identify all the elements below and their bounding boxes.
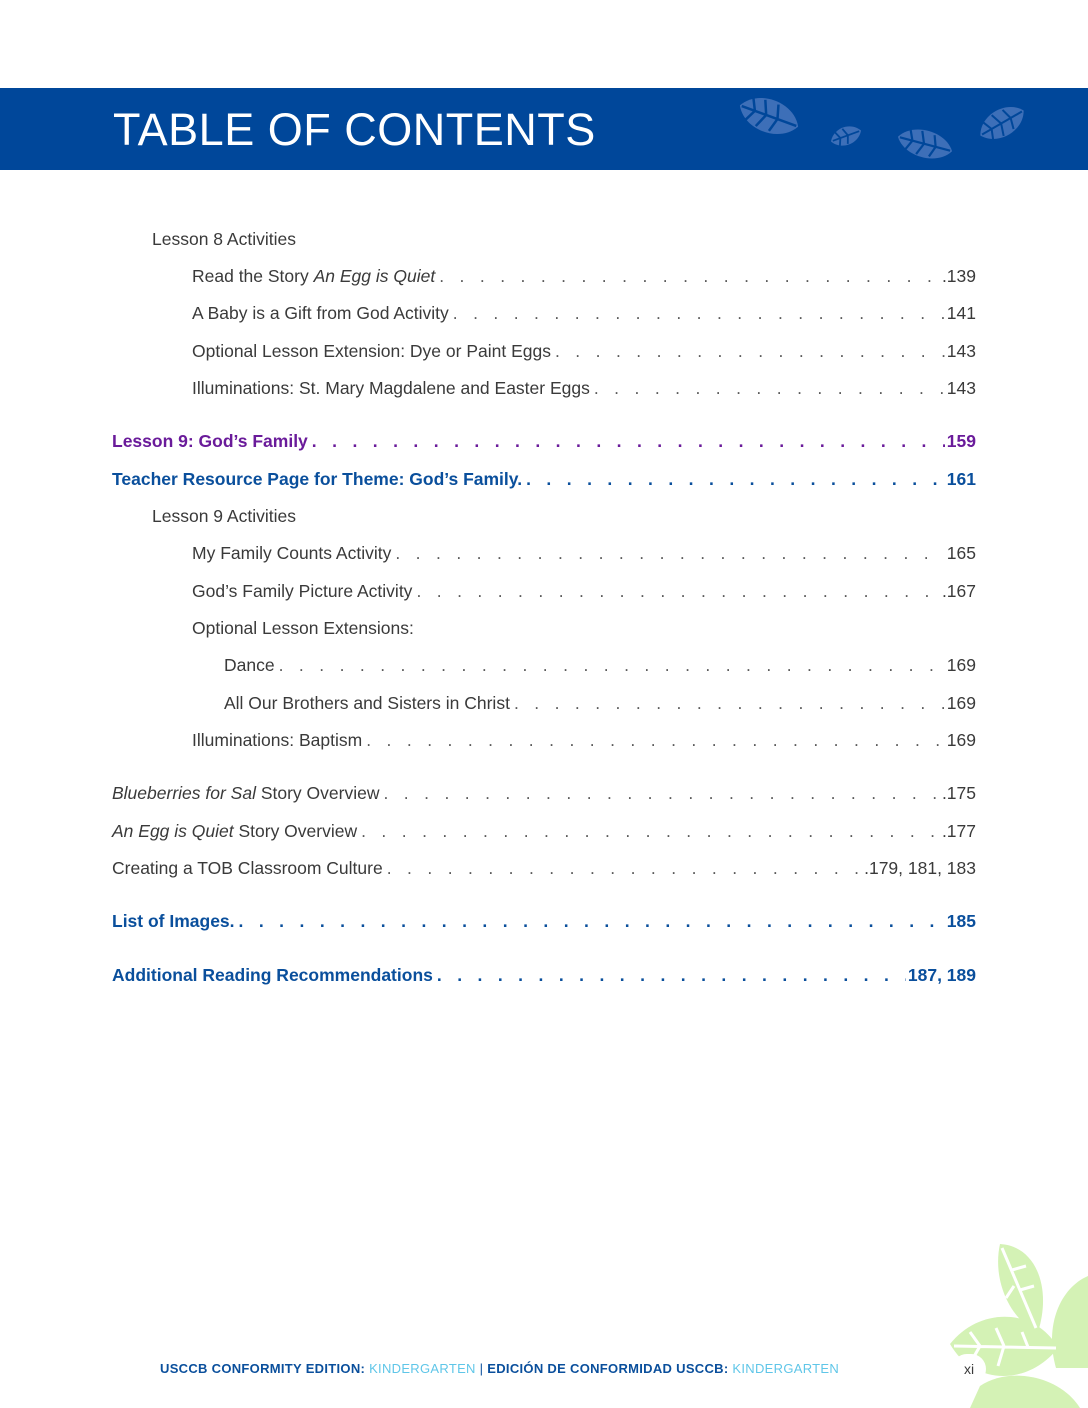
dot-leader xyxy=(437,962,906,988)
lesson9-activities-label: Lesson 9 Activities xyxy=(152,506,296,526)
page-number: 165 xyxy=(946,543,976,563)
toc-entry-family-picture[interactable] xyxy=(192,578,976,604)
page-number: 143 xyxy=(946,341,976,361)
page-number: 141 xyxy=(946,303,976,323)
entry-title: All Our Brothers and Sisters in Christ xyxy=(224,693,510,713)
toc-entry-dye-eggs[interactable] xyxy=(192,338,976,364)
toc-entry-illuminations-magdalene[interactable] xyxy=(192,375,976,401)
dot-leader xyxy=(279,652,945,678)
entry-title: Story Overview xyxy=(255,783,380,803)
footer-edition-es-label: EDICIÓN DE CONFORMIDAD USCCB: xyxy=(487,1361,729,1376)
page-number: .175 xyxy=(941,783,976,803)
page-number: 169 xyxy=(946,693,976,713)
toc-entry-blueberries-overview[interactable] xyxy=(112,780,976,806)
entry-title: Teacher Resource Page for Theme: God’s Family. xyxy=(112,469,523,489)
entry-title: Lesson 9: God’s Family xyxy=(112,431,308,451)
entry-title: My Family Counts Activity xyxy=(192,543,392,563)
entry-title: Dance xyxy=(224,655,275,675)
entry-title-italic: Blueberries for Sal xyxy=(112,783,256,803)
lesson8-activities-label: Lesson 8 Activities xyxy=(152,229,296,249)
dot-leader xyxy=(555,338,945,364)
toc-entry-baby-gift[interactable] xyxy=(192,300,976,326)
dot-leader xyxy=(514,690,945,716)
footer-separator: | xyxy=(475,1361,488,1376)
entry-title: Story Overview xyxy=(233,821,358,841)
dot-leader xyxy=(361,818,940,844)
toc-entry-egg-quiet-overview[interactable] xyxy=(112,818,976,844)
toc-entry-brothers-sisters[interactable] xyxy=(224,690,976,716)
page-number: .167 xyxy=(941,581,976,601)
toc-entry-reading-recommendations[interactable] xyxy=(112,962,976,988)
leaf-icon xyxy=(734,92,804,140)
page-number: .139 xyxy=(941,266,976,286)
dot-leader xyxy=(366,727,945,753)
dot-leader xyxy=(453,300,945,326)
optional-extensions-label: Optional Lesson Extensions: xyxy=(192,618,414,638)
toc-entry-list-images[interactable] xyxy=(112,908,976,934)
entry-title: Illuminations: St. Mary Magdalene and Easter Eggs xyxy=(192,378,590,398)
footer-edition xyxy=(160,1360,839,1378)
page-title: TABLE OF CONTENTS xyxy=(113,104,596,155)
dot-leader xyxy=(416,578,940,604)
dot-leader xyxy=(239,908,945,934)
entry-title: God’s Family Picture Activity xyxy=(192,581,413,601)
dot-leader xyxy=(387,855,862,881)
leaf-icon xyxy=(828,122,864,150)
dot-leader xyxy=(383,780,939,806)
entry-title: A Baby is a Gift from God Activity xyxy=(192,303,449,323)
dot-leader xyxy=(594,375,945,401)
page-number: .177 xyxy=(941,821,976,841)
dot-leader xyxy=(526,466,945,492)
page-number: 143 xyxy=(946,378,976,398)
entry-title: Read the Story xyxy=(192,266,314,286)
page-number: .179, 181, 183 xyxy=(864,858,976,878)
page-number: 187, 189 xyxy=(907,965,976,985)
page-number: 161 xyxy=(946,469,976,489)
dot-leader xyxy=(439,263,940,289)
entry-title-italic: An Egg is Quiet xyxy=(313,266,436,286)
leaf-icon xyxy=(894,124,956,164)
toc-entry-teacher-resource[interactable] xyxy=(112,466,976,492)
leaf-icon xyxy=(974,102,1030,144)
entry-title: List of Images. xyxy=(112,911,235,931)
page-number: 169 xyxy=(946,730,976,750)
footer-edition-es-value: KINDERGARTEN xyxy=(728,1361,840,1376)
page-number: 169 xyxy=(946,655,976,675)
header-banner xyxy=(0,88,1088,170)
page-number: 185 xyxy=(946,911,976,931)
dot-leader xyxy=(312,428,945,454)
dot-leader xyxy=(395,540,944,566)
entry-title: Additional Reading Recommendations xyxy=(112,965,433,985)
entry-title: Illuminations: Baptism xyxy=(192,730,363,750)
page-number-footer: xi xyxy=(952,1354,986,1384)
toc-entry-family-counts[interactable] xyxy=(192,540,976,566)
page-number: 159 xyxy=(946,431,976,451)
entry-title: Creating a TOB Classroom Culture xyxy=(112,858,383,878)
entry-title-italic: An Egg is Quiet xyxy=(112,821,234,841)
toc-entry-classroom-culture[interactable] xyxy=(112,855,976,881)
toc-entry-dance[interactable] xyxy=(224,652,976,678)
toc-entry-lesson9[interactable] xyxy=(112,428,976,454)
toc-entry-illuminations-baptism[interactable] xyxy=(192,727,976,753)
footer-edition-en-label: USCCB CONFORMITY EDITION: xyxy=(160,1361,366,1376)
footer-edition-en-value: KINDERGARTEN xyxy=(365,1361,476,1376)
toc-entry-read-story[interactable] xyxy=(192,263,976,289)
entry-title: Optional Lesson Extension: Dye or Paint Eggs xyxy=(192,341,551,361)
